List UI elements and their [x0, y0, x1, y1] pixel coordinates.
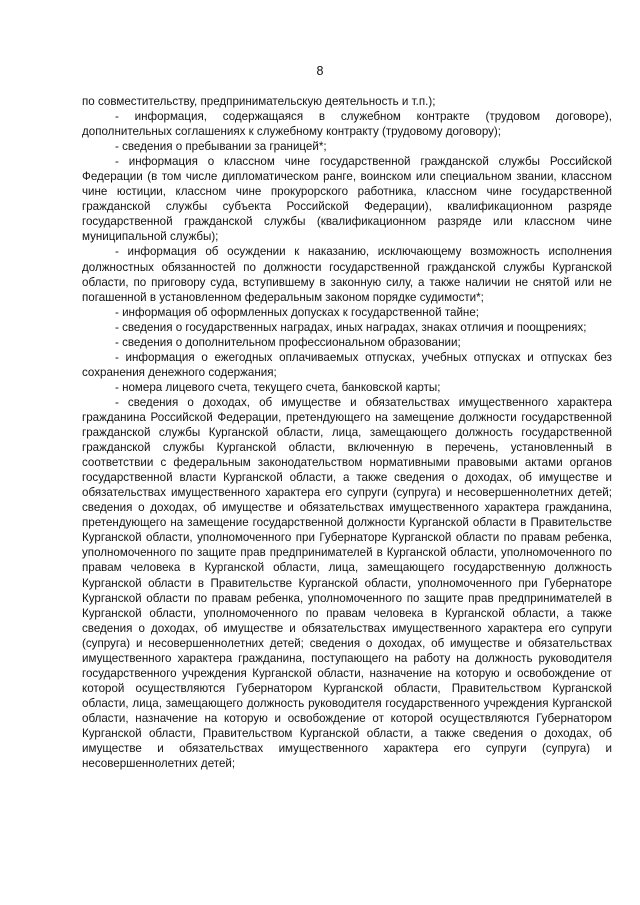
- list-item-income-information: - сведения о доходах, об имуществе и обязательствах имущественного характера гражданина Российской Федерации, претендующего на замещение должности государственной гражданской службы Курганской области, лица, замещающего должность государственной гражданской службы Курганской области, включенную в перечень, установленный в соответствии с федеральным законодательством нормативными правовыми актами органов государственной власти Курганской области, а также сведения о доходах, об имуществе и обязательствах имущественного характера его супруги (супруга) и несовершеннолетних детей; сведения о доходах, об имуществе и обязательствах имущественного характера гражданина, претендующего на замещение государственной должности Курганской области в Правительстве Курганской области, уполномоченного при Губернаторе Курганской области по правам ребенка, уполномоченного по защите прав предпринимателей в Курганской области, уполномоченного по правам человека в Курганской области, лица, замещающего государственную должность Курганской области в Правительстве Курганской области, уполномоченного при Губернаторе Курганской области по правам ребенка, уполномоченного по защите прав предпринимателей в Курганской области, уполномоченного по правам человека в Курганской области, а также сведения о доходах, об имуществе и обязательствах имущественного характера его супруги (супруга) и несовершеннолетних детей; сведения о доходах, об имуществе и обязательствах имущественного характера гражданина, поступающего на работу на должность руководителя государственного учреждения Курганской области, назначение на которую и освобождение от которой осуществляются Губернатором Курганской области, Правительством Курганской области, лица, замещающего должность руководителя государственного учреждения Курганской области, назначение на которую и освобождение от которой осуществляются Губернатором Курганской области, Правительством Курганской области, а также сведения о доходах, об имуществе и обязательствах имущественного характера его супруги (супруга) и несовершеннолетних детей;: [82, 395, 612, 771]
- list-item-vacations: - информация о ежегодных оплачиваемых отпусках, учебных отпусках и отпусках без сохранения денежного содержания;: [82, 350, 612, 379]
- list-item-class-rank: - информация о классном чине государственной гражданской службы Российской Федерации (в том числе дипломатическом ранге, воинском или специальном звании, классном чине юстиции, классном чине прокурорского работника, классном чине государственной гражданской службы субъекта Российской Федерации), квалификационном разряде государственной гражданской службы (квалификационном разряде или классном чине муниципальной службы);: [82, 155, 612, 244]
- list-item-stay-abroad: - сведения о пребывании за границей*;: [115, 140, 327, 154]
- document-body: [82, 94, 612, 771]
- page-number: 8: [316, 64, 324, 78]
- list-item-additional-education: - сведения о дополнительном профессиональном образовании;: [115, 335, 461, 349]
- paragraph-continuation: по совместительству, предпринимательскую деятельность и т.п.);: [82, 95, 436, 108]
- list-item-service-contract: - информация, содержащаяся в служебном контракте (трудовом договоре), дополнительных соглашениях к служебному контракту (трудовому договору);: [82, 110, 612, 139]
- list-item-conviction: - информация об осуждении к наказанию, исключающему возможность исполнения должностных обязанностей по должности государственной гражданской службы Курганской области, по приговору суда, вступившему в законную силу, а также наличии не снятой или не погашенной в установленном федеральным законом порядке судимости*;: [82, 245, 612, 304]
- list-item-awards: - сведения о государственных наградах, иных наградах, знаках отличия и поощрениях;: [115, 320, 587, 334]
- list-item-bank-accounts: - номера лицевого счета, текущего счета, банковской карты;: [115, 380, 441, 394]
- list-item-state-secret-access: - информация об оформленных допусках к государственной тайне;: [115, 305, 480, 319]
